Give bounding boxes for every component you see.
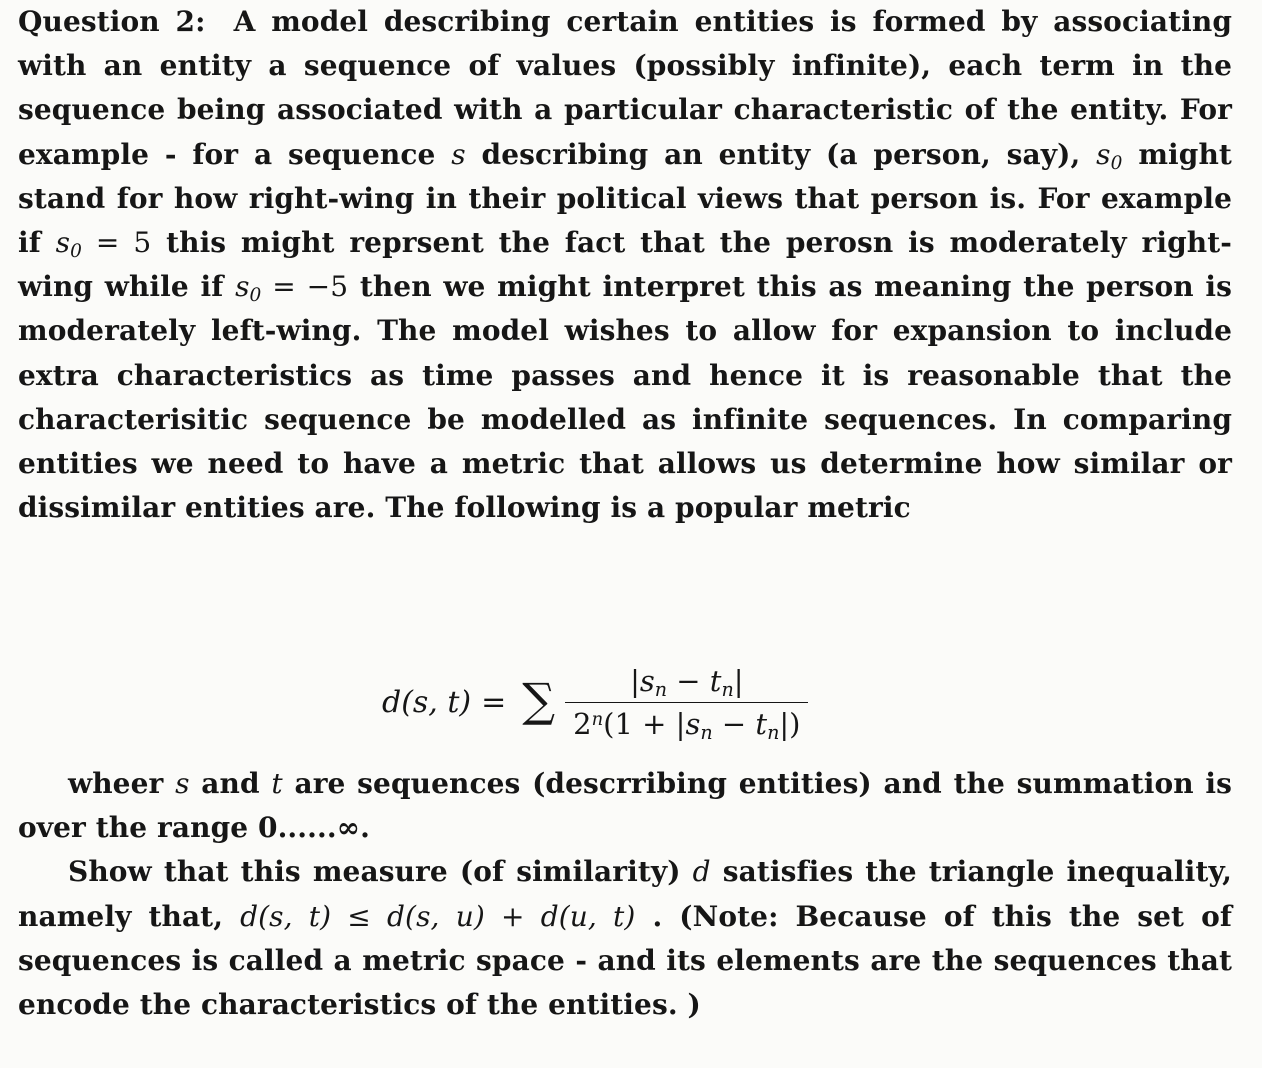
math-var-t: t [271,767,283,800]
formula-numerator: $|s_n - t_n|$ [630,663,744,701]
metric-formula [382,652,882,752]
question-intro-text: describing an entity (a person, say), [481,137,1081,171]
math-s0-eq: $s_0 = -5$ [235,270,349,307]
math-s0-eq: $s_0 = 5$ [55,226,152,263]
explanation-and-task [18,762,1232,1027]
question-intro-text: this might reprsent the fact that the perosn is moderately right-wing while if [18,226,1232,304]
explanation-text: are sequences (descrribing entities) and the summation is over the range 0......∞. [18,767,1233,845]
sigma-symbol: ∑ [522,673,556,727]
triangle-inequality: d(s, t) ≤ d(s, u) + d(u, t) [240,899,636,933]
explanation-text: and [201,767,260,800]
task-text: Show that this measure (of similarity) [68,855,681,889]
formula-equals: = [481,684,507,720]
math-var-d: d [692,855,711,889]
math-s0: $s_0$ [1096,137,1123,174]
formula-fraction [565,663,808,744]
formula-lhs: d(s, t) [382,684,472,720]
question-label: Question 2: [18,5,206,38]
question-intro-text: then we might interpret this as meaning the person is moderately left-wing. The model wishes to allow for expansion to include extra characteristics as time passes and hence it is reasonable that the characterisitic sequence be modelled as infinite sequences. In comparing entities we need to have a metric that allows us determine how similar or dissimilar entities are. The following is a popular metric [18,270,1232,525]
task-paragraph [18,850,1232,1027]
question-intro-text: A model describing certain entities is formed by associating with an entity a sequence of values (possibly infinite), each term in the sequence being associated with a particular characteristic of the entity. For example - for a sequence [18,5,1232,171]
math-var-s: s [451,137,466,171]
question-intro-text: might stand for how right-wing in their political views that person is. For example if [18,137,1232,260]
formula-denominator: $2^n(1 + |s_n - t_n|)$ [573,706,801,744]
question-paragraph [18,0,1232,530]
explanation-text: wheer [68,767,164,800]
math-var-s: s [175,767,190,800]
task-text: . (Note: Because of this the set of sequences is called a metric space - and its elements are the sequences that encode the characteristics of the entities. ) [18,899,1232,1022]
explanation-paragraph [18,762,1232,850]
task-text: satisfies the triangle inequality, namely that, [18,855,1232,933]
